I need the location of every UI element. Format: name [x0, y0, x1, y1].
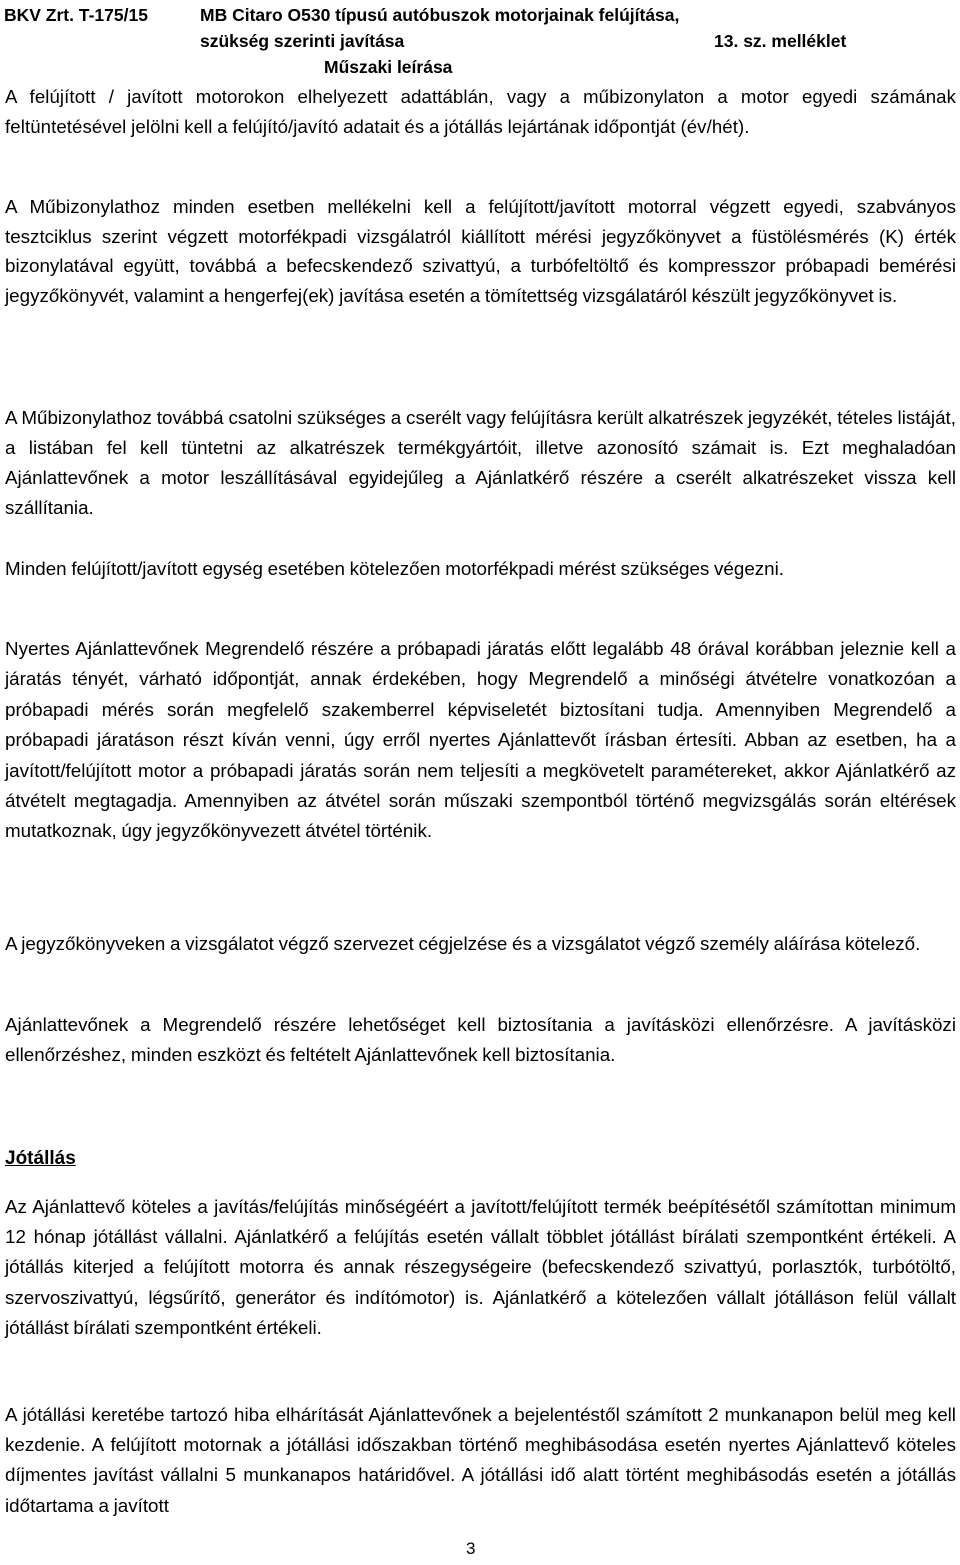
paragraph-bench-run: Nyertes Ajánlattevőnek Megrendelő részére a próbapadi járatás előtt legalább 48 órával korábban jeleznie kell a járatás tényét, várható időpontját, annak érdekében, hogy Megrendelő a minőségi átvételre vonatkozóan a próbapadi mérés során megfelelő szakemberrel képviseletét biztosítani tudja. Amennyiben Megrendelő a próbapadi járatáson részt kíván venni, úgy erről nyertes Ajánlattevőt írásban értesíti. Abban az esetben, ha a javított/felújított motor a próbapadi járatás során nem teljesíti a megkövetelt paramétereket, akkor Ajánlatkérő az átvételt megtagadja. Amennyiben az átvétel során műszaki szempontból történő megvizsgálás során eltérések mutatkoznak, úgy jegyzőkönyvezett átvétel történik. [5, 638, 956, 842]
annex-label: 13. sz. melléklet [714, 31, 847, 51]
paragraph-minutes: A jegyzőkönyveken a vizsgálatot végző szervezet cégjelzése és a vizsgálatot végző személy aláírása kötelező. [5, 933, 921, 954]
paragraph-warranty-repair: A jótállási keretébe tartozó hiba elhárítását Ajánlattevőnek a bejelentéstől számított 2 munkanapon belül meg kell kezdenie. A felújított motornak a jótállási időszakban történő meghibásodása esetén nyertes Ajánlattevő köteles díjmentes javítást vállalni 5 munkanapos határidővel. A jótállási idő alatt történt meghibásodás esetén a jótállás időtartama a javított [5, 1404, 956, 1516]
paragraph-bench-test: Minden felújított/javított egység esetében kötelezően motorfékpadi mérést szükséges végezni. [5, 558, 784, 579]
header-subtitle: Műszaki leírása [324, 57, 453, 77]
paragraph-documentation: A Műbizonylathoz minden esetben mellékelni kell a felújított/javított motorral végzett egyedi, szabványos tesztciklus szerint végzett motorfékpadi vizsgálatról kiállított mérési jegyzőkönyvet a füstölésmérés (K) érték bizonylatával együtt, továbbá a befecskendező szivattyú, a turbófeltöltő és kompresszor próbapadi bemérési jegyzőkönyvét, valamint a hengerfej(ek) javítása esetén a tömítettség vizsgálatáról készült jegyzőkönyvet is. [5, 196, 956, 306]
document-reference: BKV Zrt. T-175/15 [4, 5, 148, 25]
paragraph-intro: A felújított / javított motorokon elhelyezett adattáblán, vagy a műbizonylaton a motor egyedi számának feltüntetésével jelölni kell a felújító/javító adatait és a jótállás lejártának időpontját (év/hét). [5, 86, 956, 137]
page-number: 3 [466, 1539, 476, 1558]
section-title-warranty: Jótállás [5, 1148, 76, 1169]
header-title-line1: MB Citaro O530 típusú autóbuszok motorjainak felújítása, [200, 5, 680, 25]
paragraph-warranty-terms: Az Ajánlattevő köteles a javítás/felújítás minőségéért a javított/felújított termék beépítésétől számítottan minimum 12 hónap jótállást vállalni. Ajánlatkérő a felújítás esetén vállalt többlet jótállást bírálati szempontként értékeli. A jótállás kiterjed a felújított motorra és annak részegységeire (befecskendező szivattyú, porlasztók, turbótöltő, szervoszivattyú, légsűrítő, generátor és indítómotor) is. Ajánlatkérő a kötelezően vállalt jótálláson felül vállalt jótállást bírálati szempontként értékeli. [5, 1196, 956, 1338]
paragraph-inspection: Ajánlattevőnek a Megrendelő részére lehetőséget kell biztosítania a javításközi ellenőrzésre. A javításközi ellenőrzéshez, minden eszközt és feltételt Ajánlattevőnek kell biztosítania. [5, 1014, 956, 1065]
paragraph-parts-list: A Műbizonylathoz továbbá csatolni szükséges a cserélt vagy felújításra került alkatrészek jegyzékét, tételes listáját, a listában fel kell tüntetni az alkatrészek termékgyártóit, illetve azonosító számait is. Ezt meghaladóan Ajánlattevőnek a motor leszállításával egyidejűleg a Ajánlatkérő részére a cserélt alkatrészeket vissza kell szállítania. [5, 407, 956, 518]
page-header [4, 2, 956, 80]
header-title-line2: szükség szerinti javítása [200, 31, 405, 51]
